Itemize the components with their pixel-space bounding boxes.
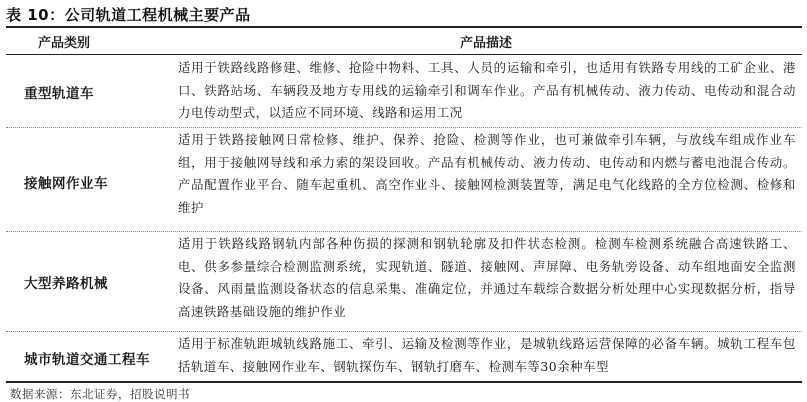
table-top-rule [6,26,802,28]
table-caption: 表 10：公司轨道工程机械主要产品 [6,6,251,24]
row-separator [6,331,802,332]
row-desc-heavy-rail-car: 适用于铁路线路修建、维修、抢险中物料、工具、人员的运输和牵引，也适用有铁路专用线的工矿企业、港口、铁路站场、车辆段及地方专用线的运输牵引和调车作业。产品有机械传动、液力传动、电传动和混合动力电传动型式，以适应不同环境、线路和运用工况 [178,60,796,120]
row-desc-urban-rail-car: 适用于标准轨距城轨线路施工、牵引、运输及检测等作业，是城轨线路运营保障的必备车辆。城轨工程车包括轨道车、接触网作业车、钢轨探伤车、钢轨打磨车、检测车等30余种车型 [178,336,796,374]
row-desc-catenary-car: 适用于铁路接触网日常检修、维护、保养、抢险、检测等作业，也可兼做牵引车辆，与放线车组成作业车组，用于接触网导线和承力索的架设回收。产品有机械传动、液力传动、电传动和内燃与蓄电池混合传动。产品配置作业平台、随车起重机、高空作业斗、接触网检测装置等，满足电气化线路的全方位检测、检修和维护 [178,132,796,215]
row-name-catenary-car: 接触网作业车 [24,176,108,192]
row-name-urban-rail-car: 城市轨道交通工程车 [24,352,150,368]
row-separator [6,127,802,128]
table-bottom-rule [6,381,802,383]
header-category: 产品类别 [38,36,91,51]
row-desc-track-maintenance: 适用于铁路线路钢轨内部各种伤损的探测和钢轨轮廓及扣件状态检测。检测车检测系统融合高速铁路工、电、供多参量综合检测监测系统，实现轨道、隧道、接触网、声屏障、电务轨旁设备、动车组地面安全监测设备、风雨量监测设备状态的信息采集、准确定位，并通过车载综合数据分析处理中心实现数据分析，指导高速铁路基础设施的维护作业 [178,236,796,319]
header-description: 产品描述 [460,36,513,51]
header-rule [6,54,802,55]
row-name-heavy-rail-car: 重型轨道车 [24,86,94,102]
row-separator [6,231,802,232]
data-source-note: 数据来源：东北证券，招股说明书 [10,387,190,401]
row-name-track-maintenance: 大型养路机械 [24,276,108,292]
